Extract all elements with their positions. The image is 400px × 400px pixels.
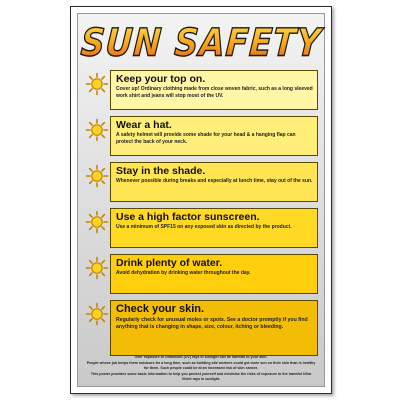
tip-item-hat — [84, 116, 318, 156]
tip-item-water — [84, 254, 318, 294]
tip-text: Cover up! Ordinary clothing made from close woven fabric, such as a long sleeved work shirt and jeans will stop most of the UV. — [116, 86, 313, 99]
tip-card — [110, 300, 318, 356]
tip-card — [110, 254, 318, 294]
poster-panel — [77, 13, 325, 387]
tip-text: Regularly check for unusual moles or spots. See a doctor promptly if you find anything that is changing in shape, size, colour, itching or bleeding. — [116, 317, 308, 330]
tip-card — [110, 70, 318, 110]
tip-item-shade — [84, 162, 318, 202]
poster-title-text: SUN SAFETY — [79, 19, 323, 65]
sun-icon — [84, 300, 110, 356]
tip-item-top-on — [84, 70, 318, 110]
tip-heading: Keep your top on. — [116, 73, 206, 85]
tip-card — [110, 162, 318, 202]
tip-item-sunscreen — [84, 208, 318, 248]
tip-heading: Check your skin. — [116, 303, 205, 315]
sun-icon — [84, 116, 110, 156]
tip-heading: Drink plenty of water. — [116, 257, 223, 269]
tip-text: Whenever possible during breaks and especially at lunch time, stay out of the sun. — [116, 178, 313, 184]
poster-title — [78, 18, 324, 66]
tip-heading: Wear a hat. — [116, 119, 172, 131]
tip-text: Avoid dehydration by drinking water throughout the day. — [116, 270, 251, 276]
poster-footer — [86, 355, 316, 382]
sun-safety-poster — [70, 6, 332, 394]
tip-item-skin — [84, 300, 318, 356]
sun-icon — [84, 254, 110, 294]
footer-line: People whose job keeps them outdoors for a long time, such as building site workers could get more sun on their skin than is healthy for them. Such people could be at an increased risk of skin cancer. — [86, 361, 316, 370]
footer-line: This poster provides some basic information to help you protect yourself and minimise the risks of exposure to the harmful Ultra Violet rays in sunlight. — [90, 372, 312, 381]
tip-card — [110, 116, 318, 156]
sun-icon — [84, 70, 110, 110]
tip-heading: Stay in the shade. — [116, 165, 206, 177]
tip-card — [110, 208, 318, 248]
tip-heading: Use a high factor sunscreen. — [116, 211, 260, 223]
safety-tips-list — [84, 70, 318, 362]
tip-text: Use a minimum of SPF15 on any exposed skin as directed by the product. — [116, 224, 292, 230]
sun-icon — [84, 162, 110, 202]
tip-text: A safety helmet will provide some shade for your head & a hanging flap can protect the back of your neck. — [116, 132, 296, 145]
footer-line: Over exposure to Ultraviolet (UV) rays in sunlight can be harmful to your skin. — [134, 355, 268, 359]
sun-icon — [84, 208, 110, 248]
